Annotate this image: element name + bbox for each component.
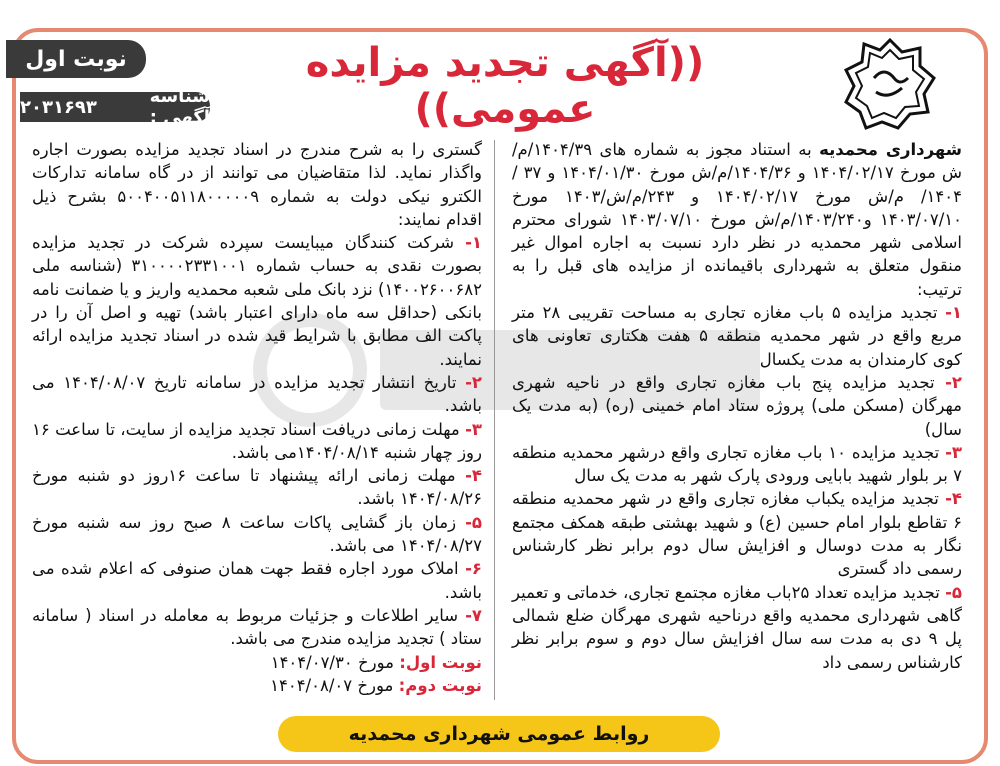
list-item [32,464,482,511]
item-text: تجدید مزایده پنج باب مغازه تجاری واقع در ناحیه شهری مهرگان (مسکن ملی) پروژه ستاد امام خمینی (ره) (به مدت یک سال) [512,372,962,439]
list-item [32,231,482,371]
list-item [32,511,482,558]
publication-badge: نوبت اول [6,40,146,78]
publication-second [32,674,482,697]
item-text: تاریخ انتشار تجدید مزایده در سامانه تاریخ ۱۴۰۴/۰۸/۰۷ می باشد. [32,372,482,416]
item-text: املاک مورد اجاره فقط جهت همان صنوفی که اعلام شده می باشد. [32,559,482,602]
item-number: ۶- [465,559,482,579]
ad-id-label: شناسه آگهی : [149,86,210,128]
item-text: سایر اطلاعات و جزئیات مربوط به معامله در اسناد ( سامانه ستاد ) تجدید مزایده مندرج می باشد. [32,605,482,649]
intro-paragraph: گستری را به شرح مندرج در اسناد تجدید مزایده بصورت اجاره واگذار نماید. لذا متقاضیان می توانند از در گاه سامانه تدارکات الکترو نیکی دولت به شماره ۵۰۰۴۰۰۵۱۱۸۰۰۰۰۰۹ بشرح ذیل اقدام نمایند: [32,140,482,229]
page-title: ((آگهی تجدید مزایده عمومی)) [305,40,705,132]
publication-first-date: مورخ ۱۴۰۴/۰۷/۳۰ [270,652,400,672]
item-text: تجدید مزایده تعداد ۲۵باب مغازه مجتمع تجاری، خدماتی و تعمیر گاهی شهرداری محمدیه واقع درناحیه شهری مهرگان ضلع شمالی پل ۹ دی به مدت سه سال افزایش سال دوم و سوم برابر نظر کارشناس رسمی داد [512,582,962,672]
intro-body: به استناد مجوز به شماره های ۱۴۰۴/۳۹/م/ش مورخ ۱۴۰۴/۰۲/۱۷ و ۱۴۰۴/۳۶/م/ش مورخ ۱۴۰۴/۰۱/۳۰ و ۳۷ /۱۴۰۴/ م/ش مورخ ۱۴۰۴/۰۲/۱۷ و ۲۴۳/م/ش/۱۴۰۳ مورخ ۱۴۰۳/۰۷/۱۰ و۱۴۰۳/۲۴۰/م/ش مورخ ۱۴۰۳/۰۷/۱۰ شورای محترم اسلامی شهر محمدیه در نظر دارد نسبت به اجاره اموال غیر منقول متعلق به شهرداری باقیمانده از مزایده های قبل را به ترتیب: [512,140,963,299]
item-number: ۴- [945,489,962,509]
item-number: ۲- [945,372,962,392]
left-column [32,138,482,697]
list-item [512,487,962,580]
item-number: ۳- [945,442,962,462]
item-text: مهلت زمانی دریافت اسناد تجدید مزایده از سایت، تا ساعت ۱۶ روز چهار شنبه ۱۴۰۴/۰۸/۱۴می باشد. [32,419,482,462]
municipality-logo-icon [820,36,960,132]
item-text: تجدید مزایده یکباب مغازه تجاری واقع در شهر محمدیه منطقه ۶ تقاطع بلوار امام حسین (ع) و شهید بهشتی طبقه همکف مجتمع نگار به مدت دوسال و افزایش سال دوم برابر نظر کارشناس رسمی داد گستری [512,489,962,579]
item-text: تجدید مزایده ۵ باب مغازه تجاری به مساحت تقریبی ۲۸ متر مربع واقع در شهر محمدیه منطقه ۵ هفت هکتاری تعاونی های کوی کارمندان به مدت یکسال [512,303,963,369]
item-number: ۳- [465,419,482,439]
list-item [32,418,482,465]
list-item [32,604,482,651]
intro-lead: شهرداری محمدیه [819,140,962,159]
item-text: تجدید مزایده ۱۰ باب مغازه تجاری واقع درشهر محمدیه منطقه ۷ بر بلوار شهید بابایی ورودی پارک شهر به مدت یک سال [512,442,962,486]
column-divider [494,140,495,700]
ad-id-value: ۲۰۳۱۶۹۳ [20,96,97,118]
list-item [512,371,962,441]
item-number: ۵- [945,582,962,602]
item-number: ۴- [465,466,482,486]
item-number: ۲- [465,372,482,392]
item-text: مهلت زمانی ارائه پیشنهاد تا ساعت ۱۶روز دو شنبه مورخ ۱۴۰۴/۰۸/۲۶ باشد. [32,466,482,509]
item-number: ۷- [465,605,482,625]
publication-second-date: مورخ ۱۴۰۴/۰۸/۰۷ [270,675,399,695]
ad-id [20,86,210,128]
item-number: ۱- [945,303,962,323]
footer-public-relations: روابط عمومی شهرداری محمدیه [278,716,720,752]
list-item [32,371,482,418]
list-item [512,441,962,488]
publication-first-label: نوبت اول: [399,652,482,672]
item-text: زمان باز گشایی پاکات ساعت ۸ صبح روز سه شنبه مورخ ۱۴۰۴/۰۸/۲۷ می باشد. [32,512,482,556]
list-item [32,557,482,604]
item-number: ۱- [465,233,482,253]
publication-first [32,651,482,674]
right-column [512,138,962,674]
intro-paragraph [512,138,962,301]
item-text: شرکت کنندگان میبایست سپرده شرکت در تجدید مزایده بصورت نقدی به حساب شماره ۳۱۰۰۰۰۲۳۳۱۰۰۱ (شناسه ملی ۱۴۰۰۲۶۰۰۶۸۲) نزد بانک ملی شعبه محمدیه واریز و یا ضمانت نامه بانکی (حداقل سه ماه دارای اعتبار باشد) تهیه و اصل آن را در پاکت الف مطابق با شرایط قید شده در اسناد تجدید مزایده ارائه نمایند. [32,233,483,369]
list-item [512,581,962,674]
publication-second-label: نوبت دوم: [398,675,482,695]
list-item [512,301,962,371]
item-number: ۵- [465,512,482,532]
